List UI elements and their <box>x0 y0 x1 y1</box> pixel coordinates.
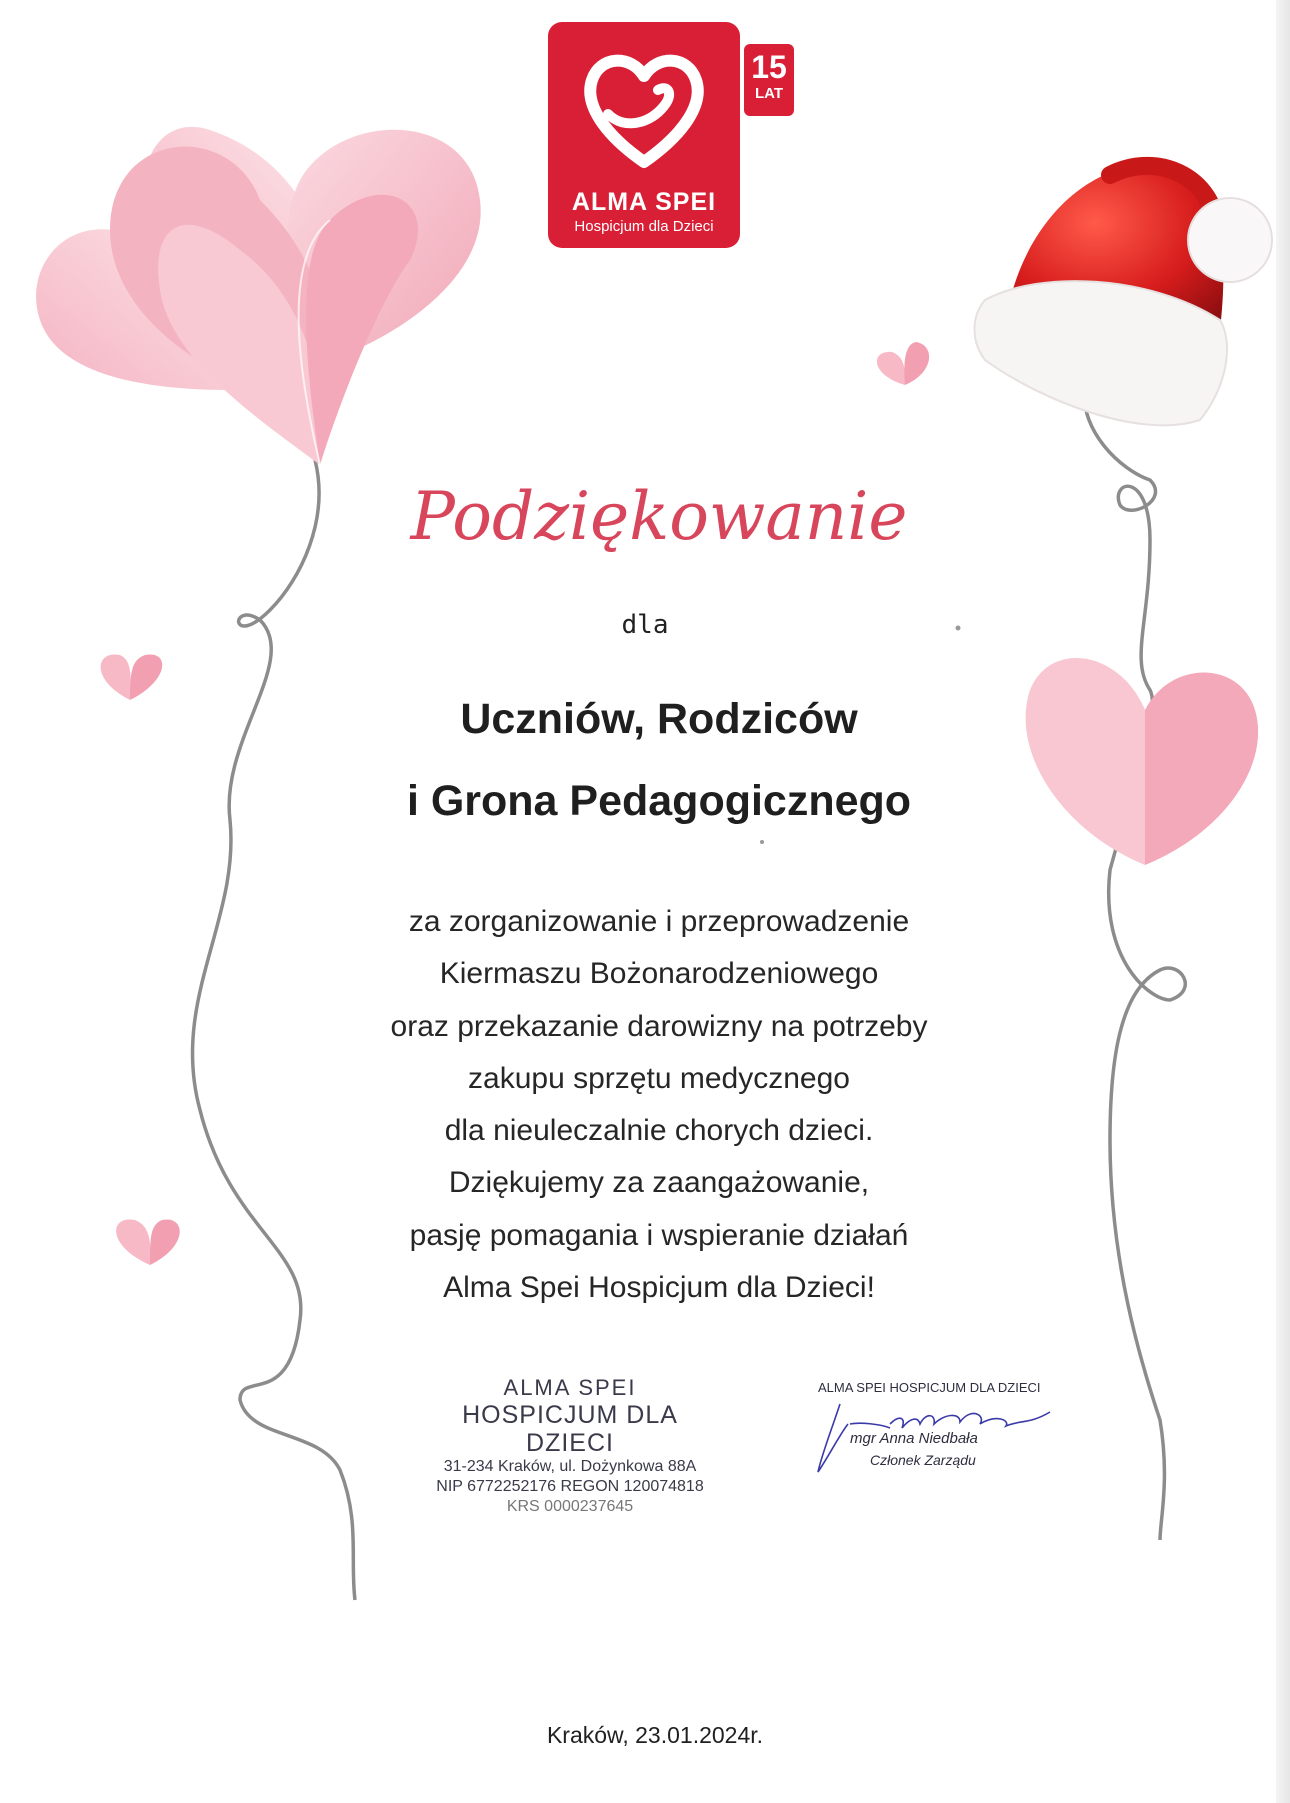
alma-spei-logo <box>548 22 740 248</box>
heart-cluster-left <box>36 127 481 465</box>
stamp-krs: KRS 0000237645 <box>506 1498 634 1515</box>
body-line: dla nieuleczalnie chorych dzieci. <box>444 1114 874 1148</box>
signature-organization: ALMA SPEI HOSPICJUM DLA DZIECI <box>818 1380 1041 1395</box>
body-line: Alma Spei Hospicjum dla Dzieci! <box>443 1271 875 1305</box>
for-word: dla <box>621 610 669 640</box>
recipients <box>0 678 1290 842</box>
stamp-address: 31-234 Kraków, ul. Dożynkowa 88A <box>443 1458 697 1475</box>
anniversary-badge <box>744 44 794 116</box>
certificate-title: Podziękowanie <box>410 478 908 555</box>
anniversary-number: 15 <box>751 49 787 85</box>
signer-name: mgr Anna Niedbała <box>850 1430 978 1447</box>
certificate-body <box>0 896 1290 1314</box>
anniversary-unit: LAT <box>754 85 784 102</box>
logo-name: ALMA SPEI <box>571 188 717 216</box>
logo-subtitle: Hospicjum dla Dzieci <box>574 218 714 235</box>
organization-stamp <box>420 1375 720 1517</box>
body-line: zakupu sprzętu medycznego <box>468 1061 850 1095</box>
recipient-line: Uczniów, Rodziców <box>460 695 858 743</box>
stamp-line-1: ALMA SPEI <box>503 1375 637 1400</box>
signer-role: Członek Zarządu <box>870 1452 976 1468</box>
heart-logo-icon <box>584 44 704 174</box>
body-line: pasję pomagania i wspieranie działań <box>409 1218 909 1252</box>
body-line: za zorganizowanie i przeprowadzenie <box>408 905 910 938</box>
body-line: oraz przekazanie darowizny na potrzeby <box>390 1009 928 1043</box>
stamp-tax-ids: NIP 6772252176 REGON 120074818 <box>436 1478 704 1495</box>
santa-hat <box>974 165 1272 426</box>
place-date: Kraków, 23.01.2024r. <box>546 1722 764 1748</box>
body-line: Kiermaszu Bożonarodzeniowego <box>439 957 879 991</box>
body-line: Dziękujemy za zaangażowanie, <box>448 1166 870 1200</box>
stamp-line-2: HOSPICJUM DLA DZIECI <box>462 1401 678 1457</box>
small-heart-3 <box>877 342 929 385</box>
recipient-line: i Grona Pedagogicznego <box>406 777 912 825</box>
